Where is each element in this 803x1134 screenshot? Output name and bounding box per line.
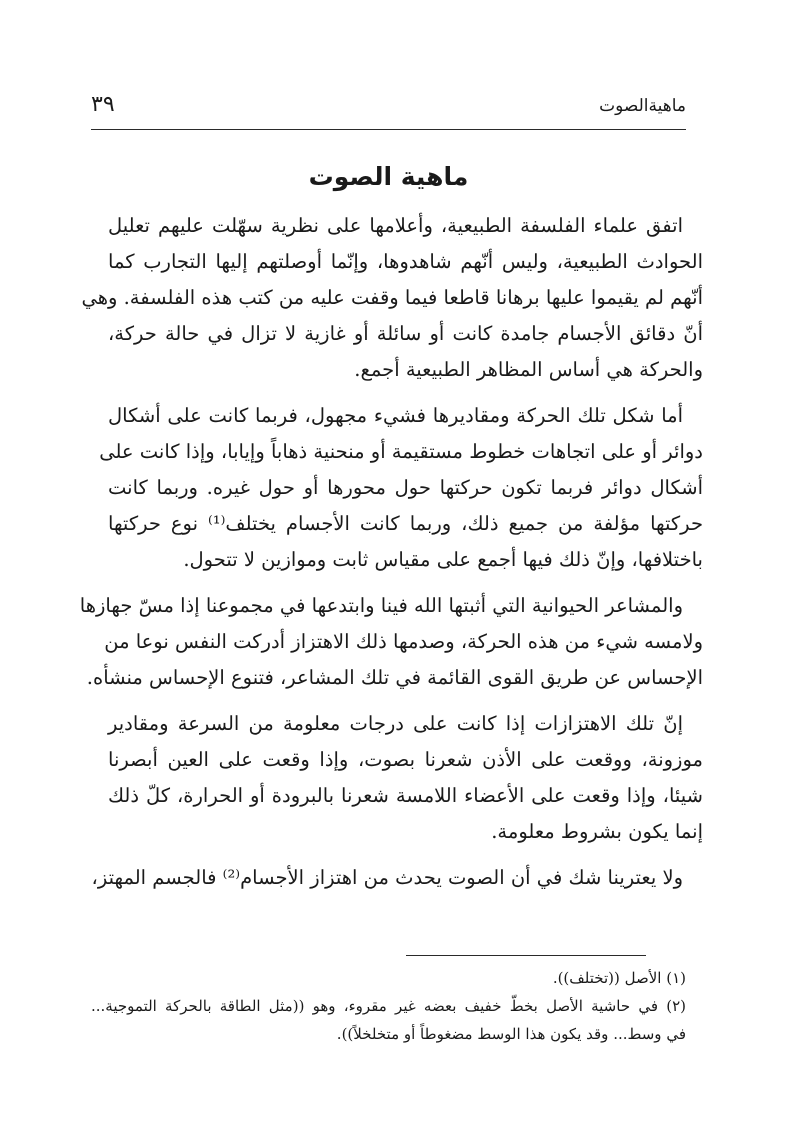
text-line: اتفق علماء الفلسفة الطبيعية، وأعلامها على نظرية سهّلت عليهم تعليل (108, 214, 683, 237)
footnote-rule (406, 955, 646, 956)
paragraph-1 (81, 208, 703, 388)
paragraph-4 (91, 706, 703, 850)
text-line: ولا يعترينا شك في أن الصوت يحدث من اهتزاز الأجسام⁽²⁾ فالجسم المهتز، (91, 866, 683, 889)
text-line: ولامسه شيء من هذه الحركة، وصدمها ذلك الاهتزاز أدركت النفس نوعا من (104, 630, 703, 653)
body-text (79, 208, 703, 906)
chapter-title: ماهية الصوت (308, 162, 469, 191)
text-line: إنما يكون بشروط معلومة. (491, 820, 703, 843)
text-line: دوائر أو على اتجاهات خطوط مستقيمة أو منحنية ذهاباً وإيابا، وإذا كانت على (99, 440, 703, 463)
paragraph-2 (91, 398, 703, 578)
text-line: أما شكل تلك الحركة ومقاديرها فشيء مجهول، فربما كانت على أشكال (108, 404, 683, 427)
text-line: الإحساس عن طريق القوى القائمة في تلك المشاعر، فتنوع الإحساس منشأه. (86, 666, 703, 689)
footnote-2-continued: في وسط... وقد يكون هذا الوسط مضغوطاً أو متخلخلاً)). (336, 1025, 686, 1043)
footnotes (91, 964, 686, 1048)
text-line: إنّ تلك الاهتزازات إذا كانت على درجات معلومة من السرعة ومقادير (108, 712, 683, 735)
text-line: موزونة، ووقعت على الأذن شعرنا بصوت، وإذا وقعت على العين أبصرنا (108, 748, 703, 771)
page-header (91, 88, 686, 126)
text-line: أنّهم لم يقيموا عليها برهانا قاطعا فيما وقفت عليه من كتب هذه الفلسفة. وهي (81, 286, 703, 309)
text-line: الحوادث الطبيعية، وليس أنّهم شاهدوها، وإنّما أوصلتهم إليها التجارب كما (108, 250, 703, 273)
text-line: والحركة هي أساس المظاهر الطبيعية أجمع. (354, 358, 703, 381)
text-line: حركتها مؤلفة من جميع ذلك، وربما كانت الأجسام يختلف⁽¹⁾ نوع حركتها (108, 512, 703, 535)
text-line: باختلافها، وإنّ ذلك فيها أجمع على مقياس ثابت وموازين لا تتحول. (183, 548, 703, 571)
running-title: ماهيةالصوت (599, 96, 686, 116)
paragraph-5 (91, 860, 703, 896)
paragraph-3 (79, 588, 703, 696)
header-rule (91, 129, 686, 130)
text-line: والمشاعر الحيوانية التي أثبتها الله فينا وابتدعها في مجموعنا إذا مسّ جهازها (79, 594, 683, 617)
page-number: ٣٩ (91, 92, 115, 117)
text-line: أنّ دقائق الأجسام جامدة كانت أو سائلة أو غازية لا تزال في حالة حركة، (108, 322, 703, 345)
footnote-2: (٢) في حاشية الأصل بخطّ خفيف بعضه غير مقروء، وهو ((مثل الطاقة بالحركة التموجية... (91, 997, 686, 1015)
text-line: أشكال دوائر فربما تكون حركتها حول محورها أو حول غيره. وربما كانت (108, 476, 703, 499)
text-line: شيئا، وإذا وقعت على الأعضاء اللامسة شعرنا بالبرودة أو الحرارة، كلّ ذلك (108, 784, 703, 807)
footnote-1: (١) الأصل ((تختلف)). (552, 969, 686, 987)
